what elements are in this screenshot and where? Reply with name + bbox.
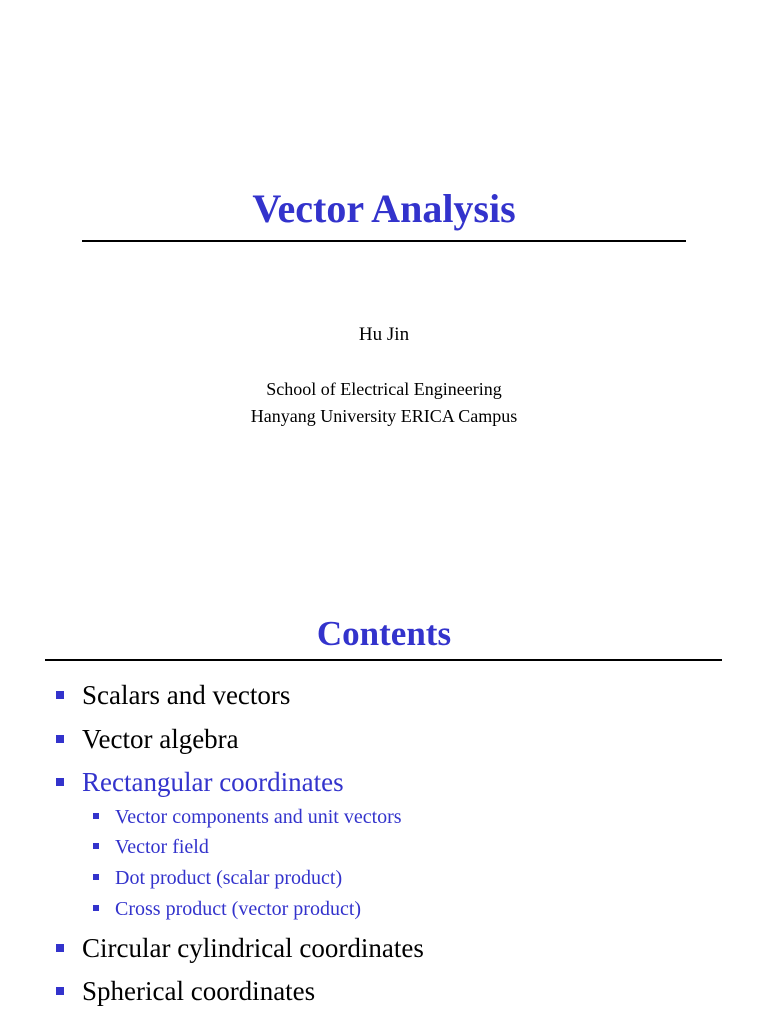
contents-subitem-label: Cross product (vector product) (115, 898, 362, 920)
contents-subitem-label: Dot product (scalar product) (115, 867, 343, 889)
slide-title: Vector Analysis (252, 186, 516, 231)
square-bullet-icon (56, 987, 64, 995)
contents-item-label: Circular cylindrical coordinates (82, 933, 424, 963)
square-bullet-icon (93, 843, 99, 849)
contents-item-label: Vector algebra (82, 724, 239, 754)
title-divider (82, 240, 686, 242)
contents-list (0, 520, 768, 1024)
contents-subitem-label: Vector field (115, 836, 209, 858)
contents-item-label: Spherical coordinates (82, 976, 316, 1006)
square-bullet-icon (56, 944, 64, 952)
contents-item-label: Rectangular coordinates (82, 767, 344, 797)
contents-subitem-label: Vector components and unit vectors (115, 806, 402, 828)
square-bullet-icon (93, 905, 99, 911)
square-bullet-icon (56, 778, 64, 786)
contents-title: Contents (316, 614, 452, 653)
affiliation-school: School of Electrical Engineering (266, 379, 502, 399)
square-bullet-icon (93, 874, 99, 880)
contents-slide (0, 520, 768, 1024)
contents-item-label: Scalars and vectors (82, 680, 291, 710)
author-name: Hu Jin (358, 324, 410, 345)
square-bullet-icon (93, 813, 99, 819)
affiliation-university: Hanyang University ERICA Campus (250, 406, 518, 426)
square-bullet-icon (56, 691, 64, 699)
square-bullet-icon (56, 735, 64, 743)
